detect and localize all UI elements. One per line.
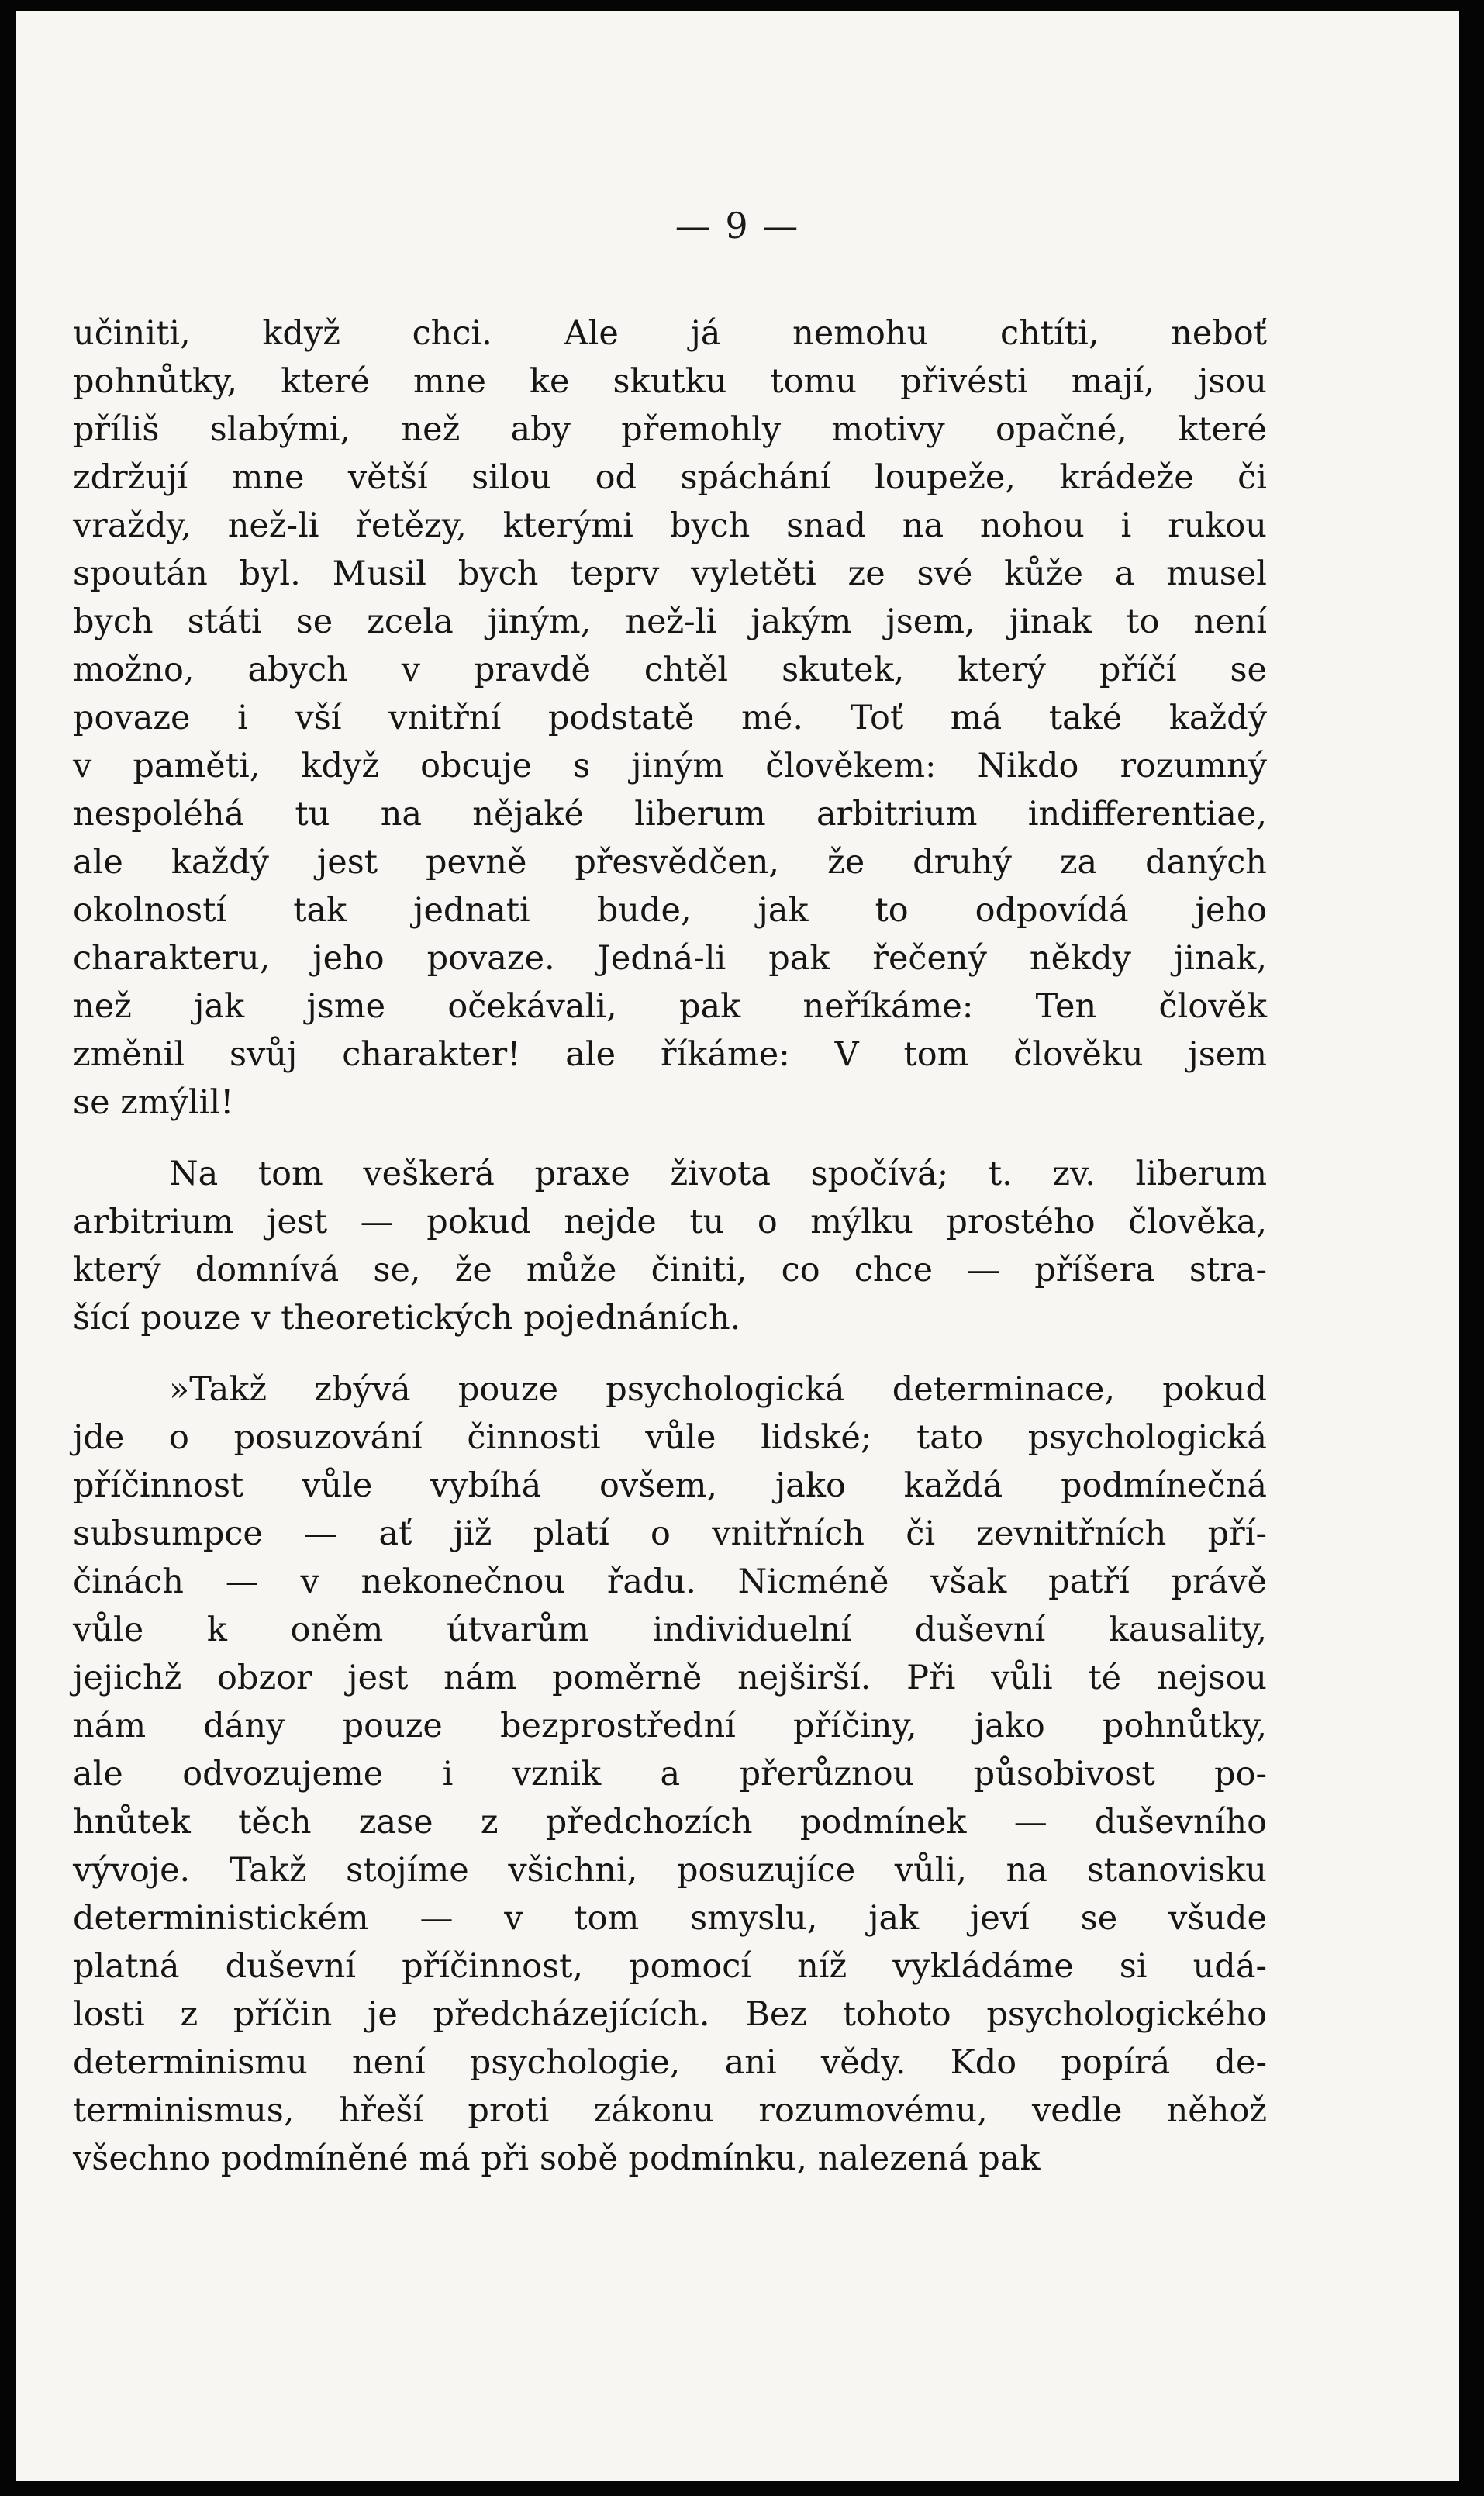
text-line: učiniti, když chci. Ale já nemohu chtíti, neboť — [73, 314, 1267, 353]
page-number: — 9 — — [675, 205, 800, 247]
text-line: vraždy, než-li řetězy, kterými bych snad na nohou i rukou — [73, 506, 1267, 545]
text-line: se zmýlil! — [73, 1083, 234, 1122]
paragraph-1 — [73, 309, 1267, 1127]
text-line: platná duševní příčinnost, pomocí níž vykládáme si udá- — [73, 1947, 1267, 1986]
text-line: příčinnost vůle vybíhá ovšem, jako každá podmínečná — [73, 1466, 1267, 1505]
text-line: okolností tak jednati bude, jak to odpovídá jeho — [73, 891, 1267, 930]
text-line: charakteru, jeho povaze. Jedná-li pak řečený někdy jinak, — [73, 939, 1267, 978]
text-line: možno, abych v pravdě chtěl skutek, který příčí se — [73, 651, 1267, 689]
text-line: ale odvozujeme i vznik a přerůznou působivost po- — [73, 1755, 1267, 1793]
text-line: změnil svůj charakter! ale říkáme: V tom člověku jsem — [73, 1035, 1267, 1074]
text-line: nespoléhá tu na nějaké liberum arbitrium indifferentiae, — [73, 795, 1267, 834]
text-line: nám dány pouze bezprostřední příčiny, jako pohnůtky, — [73, 1707, 1267, 1745]
text-line: vývoje. Takž stojíme všichni, posuzujíce vůli, na stanovisku — [73, 1851, 1267, 1890]
body-text — [73, 309, 1267, 2183]
text-line: jejichž obzor jest nám poměrně nejširší. Při vůli té nejsou — [73, 1659, 1267, 1697]
text-line: hnůtek těch zase z předchozích podmínek — duševního — [73, 1803, 1267, 1842]
text-line: pohnůtky, které mne ke skutku tomu přivésti mají, jsou — [73, 362, 1267, 401]
text-line: vůle k oněm útvarům individuelní duševní kausality, — [73, 1610, 1267, 1649]
text-line: v paměti, když obcuje s jiným člověkem: Nikdo rozumný — [73, 747, 1267, 785]
text-line: terminismus, hřeší proti zákonu rozumovému, vedle něhož — [73, 2091, 1267, 2130]
book-page — [16, 11, 1459, 2481]
text-line: ale každý jest pevně přesvědčen, že druhý za daných — [73, 843, 1267, 882]
text-line: zdržují mne větší silou od spáchání loupeže, krádeže či — [73, 458, 1267, 497]
text-line: Na tom veškerá praxe života spočívá; t. zv. liberum — [169, 1155, 1267, 1193]
text-line: příliš slabými, než aby přemohly motivy opačné, které — [73, 410, 1267, 449]
text-line: než jak jsme očekávali, pak neříkáme: Ten člověk — [73, 987, 1267, 1026]
text-line: »Takž zbývá pouze psychologická determinace, pokud — [169, 1370, 1267, 1409]
text-line: který domnívá se, že může činiti, co chce — příšera stra- — [73, 1251, 1267, 1289]
text-line: determinismu není psychologie, ani vědy. Kdo popírá de- — [73, 2043, 1267, 2082]
paragraph-3 — [73, 1365, 1267, 2183]
text-line: činách — v nekonečnou řadu. Nicméně však patří právě — [73, 1562, 1267, 1601]
text-line: povaze i vší vnitřní podstatě mé. Toť má také každý — [73, 699, 1267, 737]
text-line: subsumpce — ať již platí o vnitřních či zevnitřních pří- — [73, 1514, 1267, 1553]
text-line: šící pouze v theoretických pojednáních. — [73, 1299, 741, 1338]
paragraph-2 — [73, 1150, 1267, 1342]
text-line: losti z příčin je předcházejících. Bez tohoto psychologického — [73, 1995, 1267, 2034]
text-line: spoután byl. Musil bych teprv vyletěti ze své kůže a musel — [73, 554, 1267, 593]
text-line: arbitrium jest — pokud nejde tu o mýlku prostého člověka, — [73, 1203, 1267, 1241]
text-line: všechno podmíněné má při sobě podmínku, nalezená pak — [73, 2139, 1041, 2178]
text-line: jde o posuzování činnosti vůle lidské; tato psychologická — [73, 1418, 1267, 1457]
text-line: bych státi se zcela jiným, než-li jakým jsem, jinak to není — [73, 602, 1267, 641]
text-line: deterministickém — v tom smyslu, jak jeví se všude — [73, 1899, 1267, 1938]
